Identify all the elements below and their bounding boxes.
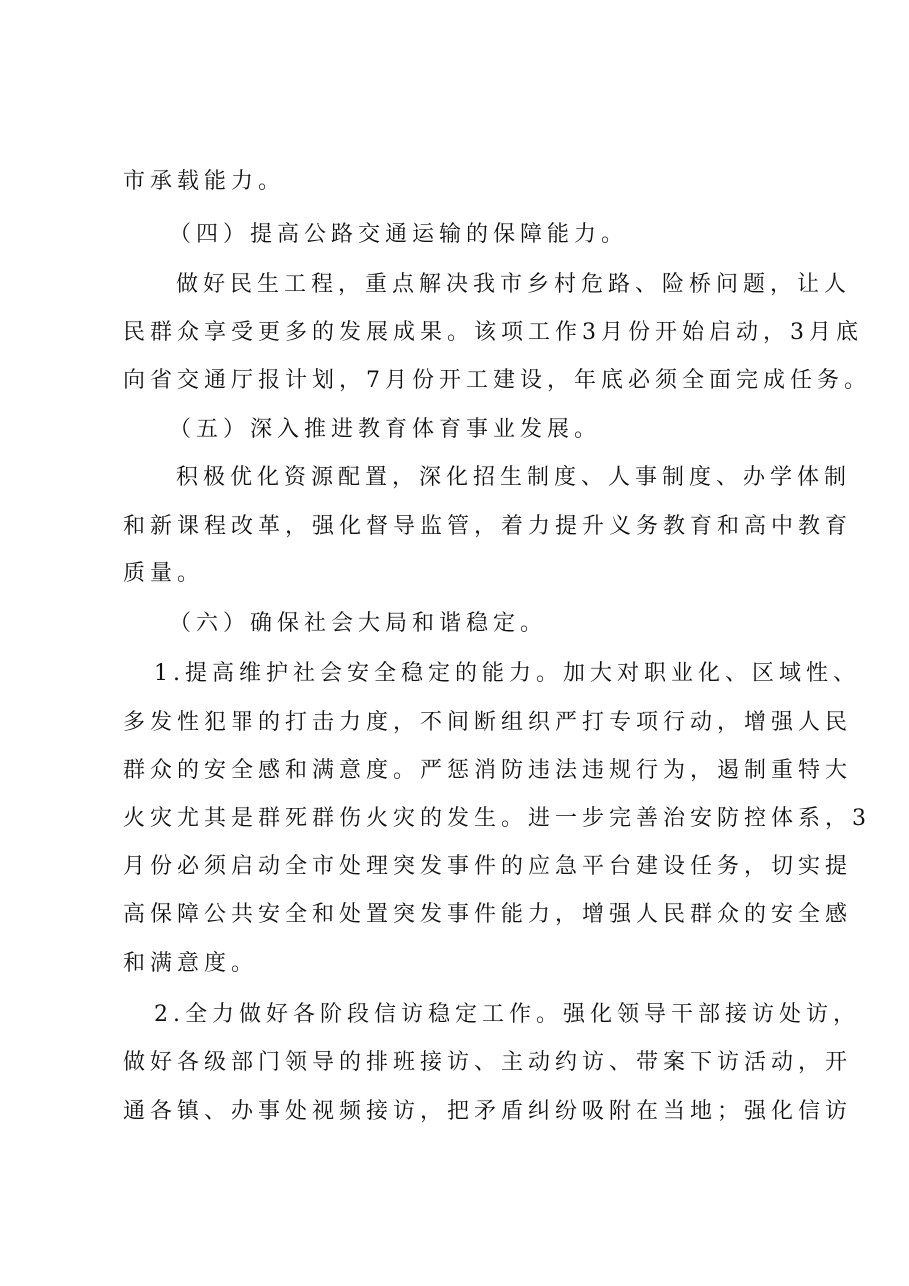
section-heading: （六）确保社会大局和谐稳定。 [169,611,548,636]
text-line: 通各镇、办事处视频接访，把矛盾纠纷吸附在当地；强化信访 [123,1099,853,1124]
text-line: 高保障公共安全和处置突发事件能力，增强人民群众的安全感 [123,902,853,927]
section-heading: （四）提高公路交通运输的保障能力。 [169,222,629,247]
text-line: 积极优化资源配置，深化招生制度、人事制度、办学体制 [176,465,852,490]
text-line: 做好民生工程，重点解决我市乡村危路、险桥问题，让人 [176,272,852,297]
text-line: 1.提高维护社会安全稳定的能力。加大对职业化、区域性、 [154,661,860,686]
text-line: 质量。 [123,561,205,586]
text-line: 群众的安全感和满意度。严惩消防违法违规行为，遏制重特大 [123,758,853,783]
text-line: 做好各级部门领导的排班接访、主动约访、带案下访活动，开 [123,1050,853,1075]
text-line: 多发性犯罪的打击力度，不间断组织严打专项行动，增强人民 [123,710,853,735]
text-line: 火灾尤其是群死群伤火灾的发生。进一步完善治安防控体系，3 [123,806,871,831]
text-line: 和新课程改革，强化督导监管，着力提升义务教育和高中教育 [123,514,853,539]
text-line: 向省交通厅报计划，7月份开工建设，年底必须全面完成任务。 [123,368,871,393]
text-line: 民群众享受更多的发展成果。该项工作3月份开始启动，3月底 [123,320,863,345]
text-line: 2.全力做好各阶段信访稳定工作。强化领导干部接访处访， [154,1002,860,1027]
text-line: 和满意度。 [123,951,259,976]
section-heading: （五）深入推进教育体育事业发展。 [169,417,602,442]
text-line: 月份必须启动全市处理突发事件的应急平台建设任务，切实提 [123,854,853,879]
text-line: 市承载能力。 [123,169,286,194]
